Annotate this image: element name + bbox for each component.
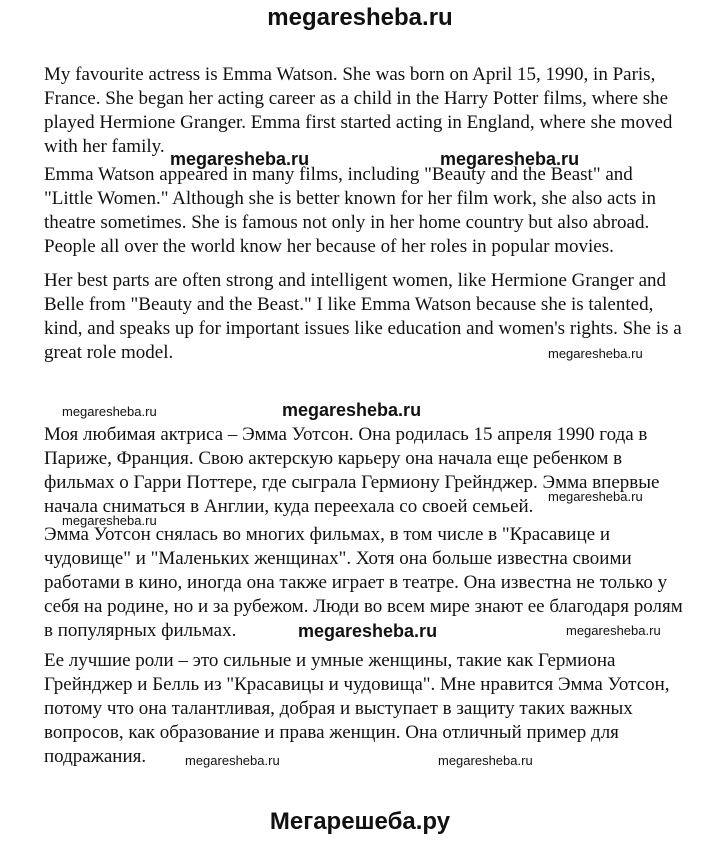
russian-text [44,423,684,769]
page-header-title: megaresheba.ru [267,4,453,31]
watermark: megaresheba.ru [62,404,157,419]
watermark: megaresheba.ru [440,149,580,169]
english-text [44,63,684,365]
page-footer-title: Мегарешеба.ру [269,808,451,835]
english-paragraph-3: Her best parts are often strong and intelligent women, like Hermione Granger and Belle from "Beauty and the Beast." I like Emma Watson because she is talented, kind, and speaks up for important issues like education and women's rights. She is a great role model. [44,270,682,363]
watermark: megaresheba.ru [438,753,533,768]
english-paragraph-1: My favourite actress is Emma Watson. She was born on April 15, 1990, in Paris, France. She began her acting career as a child in the Harry Potter films, where she played Hermione Granger. Emma first started acting in England, where she moved with her family. [44,64,673,157]
watermark: megaresheba.ru [566,623,661,638]
watermark: megaresheba.ru [185,753,280,768]
watermark: megaresheba.ru [548,489,643,504]
watermark: megaresheba.ru [298,621,438,641]
watermark: megaresheba.ru [548,346,643,361]
russian-paragraph-1: Моя любимая актриса – Эмма Уотсон. Она родилась 15 апреля 1990 года в Париже, Франция. Свою актерскую карьеру она начала еще ребенком в фильмах о Гарри Поттере, где сыграла Гермиону Грейнджер. Эмма впервые начала сниматься в Англии, куда переехала со своей семьей. [44,424,660,517]
russian-paragraph-2: Эмма Уотсон снялась во многих фильмах, в том числе в "Красавице и чудовище" и "Маленьких женщинах". Хотя она больше известна своими работами в кино, иногда она также играет в театре. Она известна не только у себя на родине, но и за рубежом. Люди во всем мире знают ее благодаря ролям в популярных фильмах. [44,524,683,641]
watermark: megaresheba.ru [62,513,157,528]
russian-paragraph-3: Ее лучшие роли – это сильные и умные женщины, такие как Гермиона Грейнджер и Белль из "Красавицы и чудовища". Мне нравится Эмма Уотсон, потому что она талантливая, добрая и выступает в защиту таких важных вопросов, как образование и права женщин. Она отличный пример для подражания. [44,650,670,767]
english-paragraph-2: Emma Watson appeared in many films, including "Beauty and the Beast" and "Little Women." Although she is better known for her film work, she also acts in theatre sometimes. She is famous not only in her home country but also abroad. People all over the world know her because of her roles in popular movies. [44,164,657,257]
watermark: megaresheba.ru [282,400,422,420]
watermark: megaresheba.ru [170,149,310,169]
